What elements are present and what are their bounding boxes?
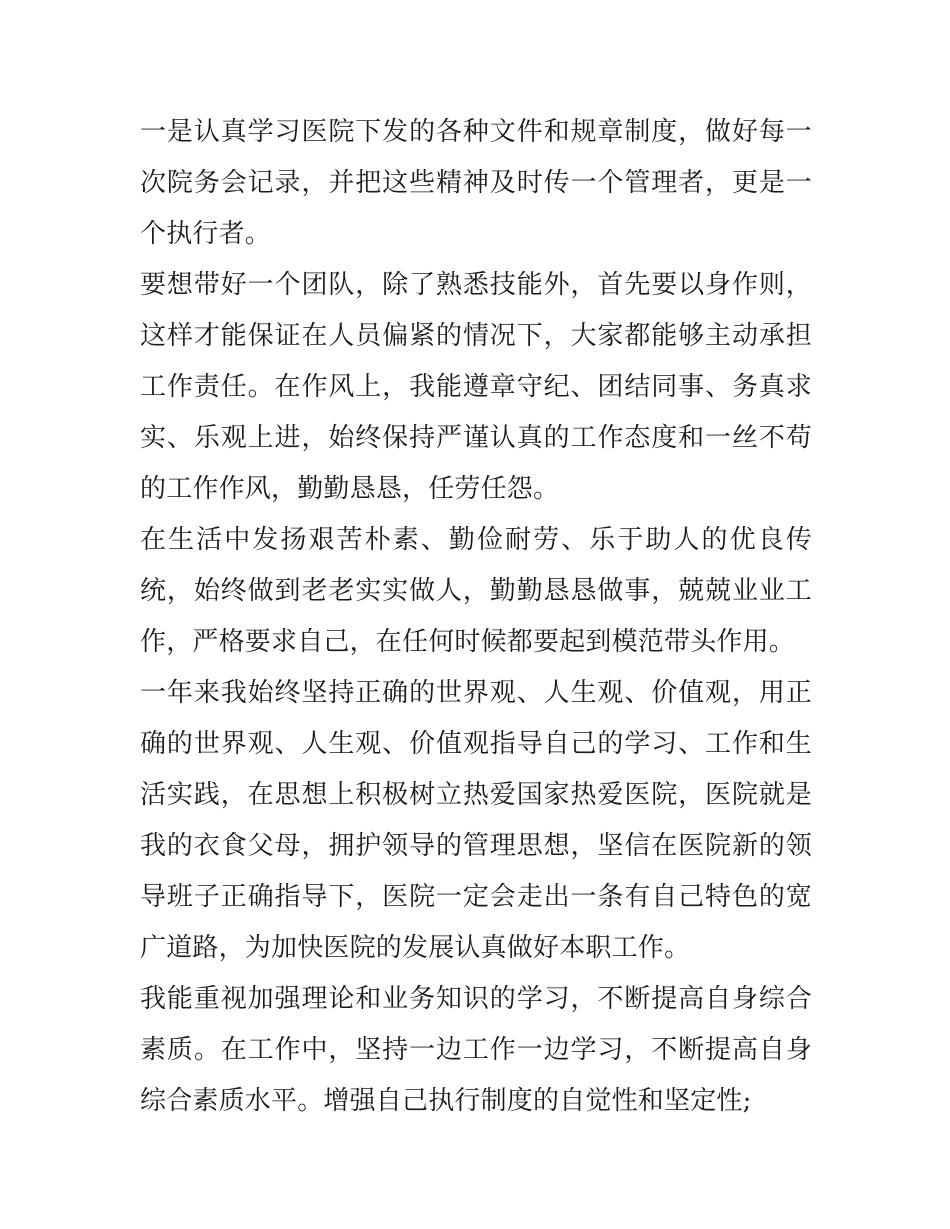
paragraph-life-conduct: 在生活中发扬艰苦朴素、勤俭耐劳、乐于助人的优良传统，始终做到老老实实做人，勤勤恳恳做事，兢兢业业工作，严格要求自己，在任何时候都要起到模范带头作用。 [140,525,812,657]
paragraph-study-regulations: 一是认真学习医院下发的各种文件和规章制度，做好每一次院务会记录，并把这些精神及时传一个管理者，更是一个执行者。 [140,117,812,249]
paragraph-learning: 我能重视加强理论和业务知识的学习，不断提高自身综合素质。在工作中，坚持一边工作一边学习，不断提高自身综合素质水平。增强自己执行制度的自觉性和坚定性; [140,984,812,1116]
paragraph-worldview: 一年来我始终坚持正确的世界观、人生观、价值观，用正确的世界观、人生观、价值观指导自己的学习、工作和生活实践，在思想上积极树立热爱国家热爱医院，医院就是我的衣食父母，拥护领导的管理思想，坚信在医院新的领导班子正确指导下，医院一定会走出一条有自己特色的宽广道路，为加快医院的发展认真做好本职工作。 [140,678,812,963]
document-body [140,107,812,1127]
paragraph-team-leadership: 要想带好一个团队，除了熟悉技能外，首先要以身作则，这样才能保证在人员偏紧的情况下，大家都能够主动承担工作责任。在作风上，我能遵章守纪、团结同事、务真求实、乐观上进，始终保持严谨认真的工作态度和一丝不苟的工作作风，勤勤恳恳，任劳任怨。 [140,270,812,504]
